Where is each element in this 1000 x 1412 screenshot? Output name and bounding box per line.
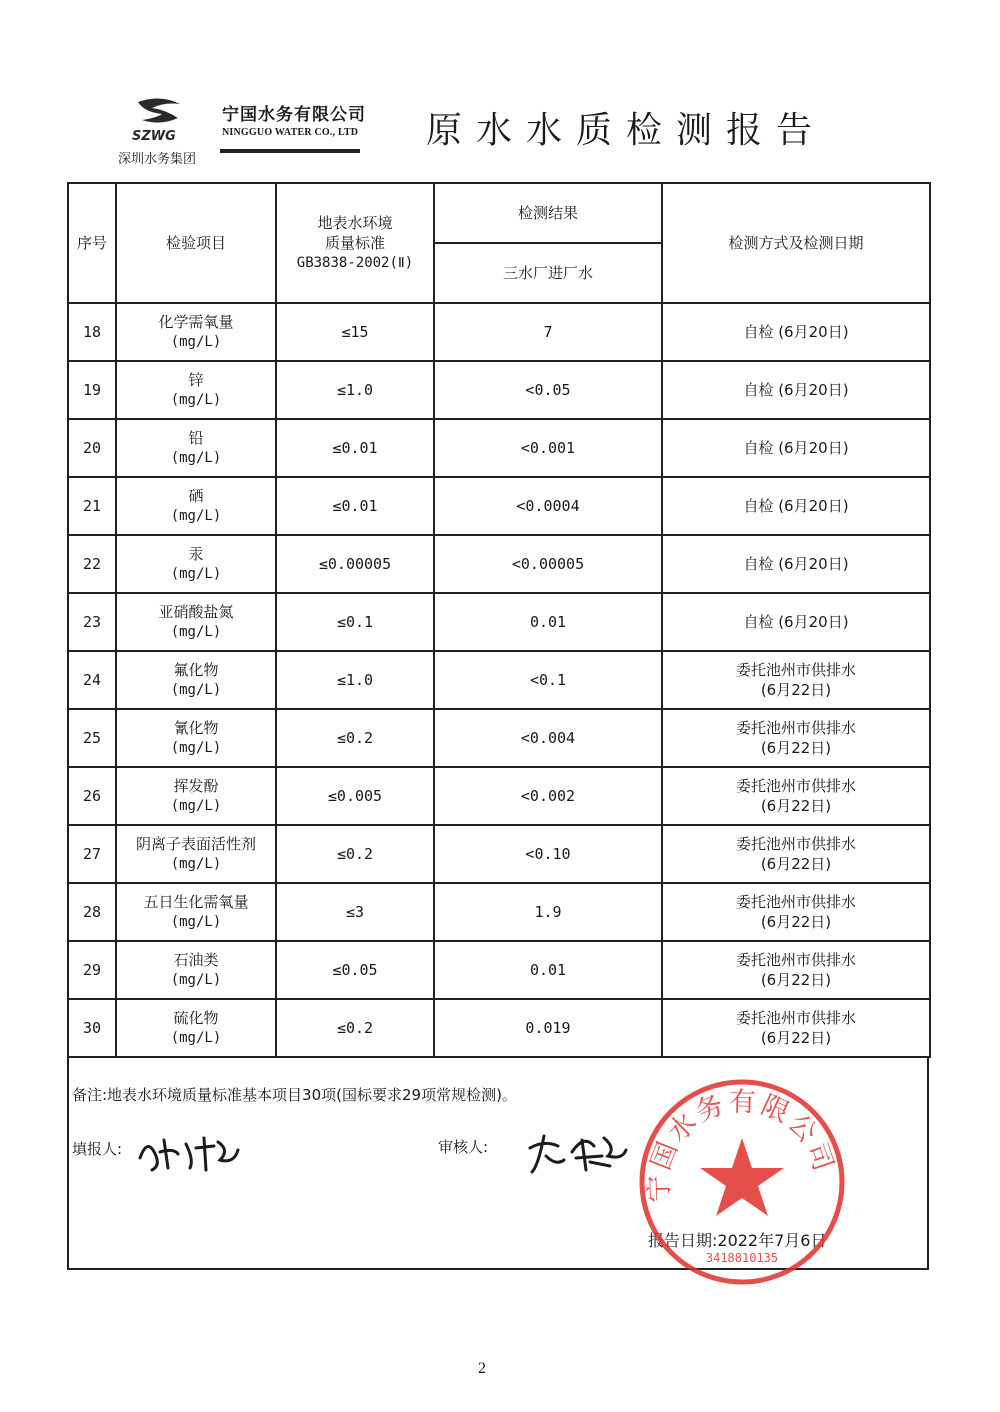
row-method [662, 709, 930, 767]
row-method [662, 999, 930, 1057]
method-line2: (6月22日) [760, 1029, 832, 1047]
row-number: 29 [68, 941, 116, 999]
row-number: 26 [68, 767, 116, 825]
row-number: 18 [68, 303, 116, 361]
seal-number: 3418810135 [705, 1251, 779, 1265]
table-row [68, 419, 930, 477]
row-method [662, 651, 930, 709]
seal-icon [636, 1076, 848, 1288]
item-unit: (mg/L) [170, 450, 222, 466]
company-logo [118, 96, 202, 168]
row-standard: ≤0.2 [276, 999, 434, 1057]
page-number: 2 [478, 1360, 486, 1377]
row-result: 7 [434, 303, 662, 361]
note-text: 备注:地表水环境质量标准基本项目30项(国标要求29项常规检测)。 [72, 1086, 517, 1104]
reviewer-signature [524, 1126, 634, 1180]
item-unit: (mg/L) [170, 914, 222, 930]
row-method [662, 477, 930, 535]
method-line1: 委托池州市供排水 [735, 719, 856, 737]
row-number: 25 [68, 709, 116, 767]
company-seal [636, 1076, 848, 1288]
row-item [116, 535, 276, 593]
method-line1: 自检 (6月20日) [743, 555, 849, 573]
item-unit: (mg/L) [170, 566, 222, 582]
table-row [68, 303, 930, 361]
row-item [116, 361, 276, 419]
table-row [68, 999, 930, 1057]
method-line1: 自检 (6月20日) [743, 613, 849, 631]
row-item [116, 419, 276, 477]
row-number: 22 [68, 535, 116, 593]
table-header-row [68, 183, 930, 243]
filler-signature [134, 1130, 244, 1178]
header-standard-line2: 质量标准 [324, 234, 385, 252]
row-number: 24 [68, 651, 116, 709]
table-row [68, 593, 930, 651]
row-number: 27 [68, 825, 116, 883]
row-standard: ≤0.05 [276, 941, 434, 999]
row-standard: ≤3 [276, 883, 434, 941]
item-unit: (mg/L) [170, 508, 222, 524]
row-result: <0.002 [434, 767, 662, 825]
row-standard: ≤0.2 [276, 825, 434, 883]
row-method [662, 883, 930, 941]
table-body [68, 303, 930, 1057]
row-item [116, 883, 276, 941]
row-item [116, 825, 276, 883]
header-seq: 序号 [68, 183, 116, 303]
company-name-en: NINGGUO WATER CO., LTD [222, 127, 359, 138]
header-standard-line3: GB3838-2002(Ⅱ) [296, 255, 414, 271]
item-unit: (mg/L) [170, 682, 222, 698]
row-item [116, 303, 276, 361]
header-method: 检测方式及检测日期 [662, 183, 930, 303]
row-standard: ≤0.1 [276, 593, 434, 651]
item-name: 化学需氧量 [158, 313, 234, 331]
row-item [116, 709, 276, 767]
item-name: 挥发酚 [173, 777, 219, 795]
row-result: 1.9 [434, 883, 662, 941]
row-result: 0.01 [434, 941, 662, 999]
table-row [68, 883, 930, 941]
row-method [662, 419, 930, 477]
row-result: <0.1 [434, 651, 662, 709]
row-item [116, 477, 276, 535]
row-item [116, 941, 276, 999]
row-standard: ≤0.00005 [276, 535, 434, 593]
row-number: 19 [68, 361, 116, 419]
table-row [68, 825, 930, 883]
logo-mark: SZWG [132, 129, 176, 144]
header-item: 检验项目 [116, 183, 276, 303]
row-number: 28 [68, 883, 116, 941]
report-header [0, 0, 1000, 180]
item-name: 五日生化需氧量 [143, 893, 249, 911]
report-date: 报告日期:2022年7月6日 [648, 1231, 827, 1250]
row-method [662, 535, 930, 593]
item-unit: (mg/L) [170, 392, 222, 408]
row-number: 23 [68, 593, 116, 651]
row-result: <0.001 [434, 419, 662, 477]
method-line2: (6月22日) [760, 797, 832, 815]
seal-text: 宁国水务有限公司 [643, 1086, 840, 1203]
header-site: 三水厂进厂水 [434, 243, 662, 303]
row-method [662, 361, 930, 419]
item-unit: (mg/L) [170, 624, 222, 640]
row-item [116, 593, 276, 651]
table-row [68, 941, 930, 999]
row-method [662, 941, 930, 999]
item-name: 硫化物 [173, 1009, 219, 1027]
row-method [662, 767, 930, 825]
item-unit: (mg/L) [170, 972, 222, 988]
method-line2: (6月22日) [760, 739, 832, 757]
table-row [68, 767, 930, 825]
report-title: 原水水质检测报告 [426, 110, 827, 151]
row-result: <0.0004 [434, 477, 662, 535]
method-line1: 委托池州市供排水 [735, 893, 856, 911]
method-line1: 委托池州市供排水 [735, 661, 856, 679]
method-line1: 委托池州市供排水 [735, 777, 856, 795]
row-method [662, 593, 930, 651]
water-group-logo-icon [130, 96, 190, 144]
header-result: 检测结果 [434, 183, 662, 243]
row-standard: ≤15 [276, 303, 434, 361]
row-result: <0.05 [434, 361, 662, 419]
row-item [116, 767, 276, 825]
item-name: 氟化物 [173, 661, 219, 679]
item-unit: (mg/L) [170, 1030, 222, 1046]
item-unit: (mg/L) [170, 740, 222, 756]
row-method [662, 303, 930, 361]
item-name: 氰化物 [173, 719, 219, 737]
item-name: 亚硝酸盐氮 [158, 603, 234, 621]
seal-star-icon [700, 1138, 784, 1216]
row-result: <0.10 [434, 825, 662, 883]
table-row [68, 709, 930, 767]
method-line2: (6月22日) [760, 913, 832, 931]
row-method [662, 825, 930, 883]
row-standard: ≤0.01 [276, 419, 434, 477]
method-line1: 自检 (6月20日) [743, 323, 849, 341]
method-line2: (6月22日) [760, 681, 832, 699]
method-line2: (6月22日) [760, 971, 832, 989]
row-standard: ≤0.2 [276, 709, 434, 767]
item-name: 汞 [188, 545, 204, 563]
water-quality-table [67, 182, 931, 1058]
company-name-cn: 宁国水务有限公司 [222, 105, 366, 125]
method-line1: 自检 (6月20日) [743, 497, 849, 515]
item-unit: (mg/L) [170, 334, 222, 350]
item-name: 铅 [188, 429, 204, 447]
header-standard [276, 183, 434, 303]
header-standard-line1: 地表水环境 [317, 214, 393, 232]
method-line1: 委托池州市供排水 [735, 835, 856, 853]
row-result: <0.00005 [434, 535, 662, 593]
row-result: 0.019 [434, 999, 662, 1057]
method-line1: 委托池州市供排水 [735, 1009, 856, 1027]
item-unit: (mg/L) [170, 798, 222, 814]
method-line1: 自检 (6月20日) [743, 439, 849, 457]
method-line1: 委托池州市供排水 [735, 951, 856, 969]
table-row [68, 361, 930, 419]
row-number: 30 [68, 999, 116, 1057]
row-number: 20 [68, 419, 116, 477]
group-name: 深圳水务集团 [118, 152, 197, 167]
row-standard: ≤0.005 [276, 767, 434, 825]
row-result: 0.01 [434, 593, 662, 651]
item-name: 阴离子表面活性剂 [135, 835, 256, 853]
item-unit: (mg/L) [170, 856, 222, 872]
row-number: 21 [68, 477, 116, 535]
reviewer-label: 审核人: [438, 1138, 489, 1156]
company-underline [220, 149, 360, 153]
row-standard: ≤0.01 [276, 477, 434, 535]
table-row [68, 477, 930, 535]
method-line2: (6月22日) [760, 855, 832, 873]
filler-label: 填报人: [72, 1140, 123, 1158]
method-line1: 自检 (6月20日) [743, 381, 849, 399]
row-item [116, 651, 276, 709]
item-name: 硒 [188, 487, 204, 505]
item-name: 石油类 [173, 951, 219, 969]
row-item [116, 999, 276, 1057]
row-standard: ≤1.0 [276, 651, 434, 709]
item-name: 锌 [188, 371, 204, 389]
row-result: <0.004 [434, 709, 662, 767]
row-standard: ≤1.0 [276, 361, 434, 419]
table-row [68, 535, 930, 593]
table-row [68, 651, 930, 709]
